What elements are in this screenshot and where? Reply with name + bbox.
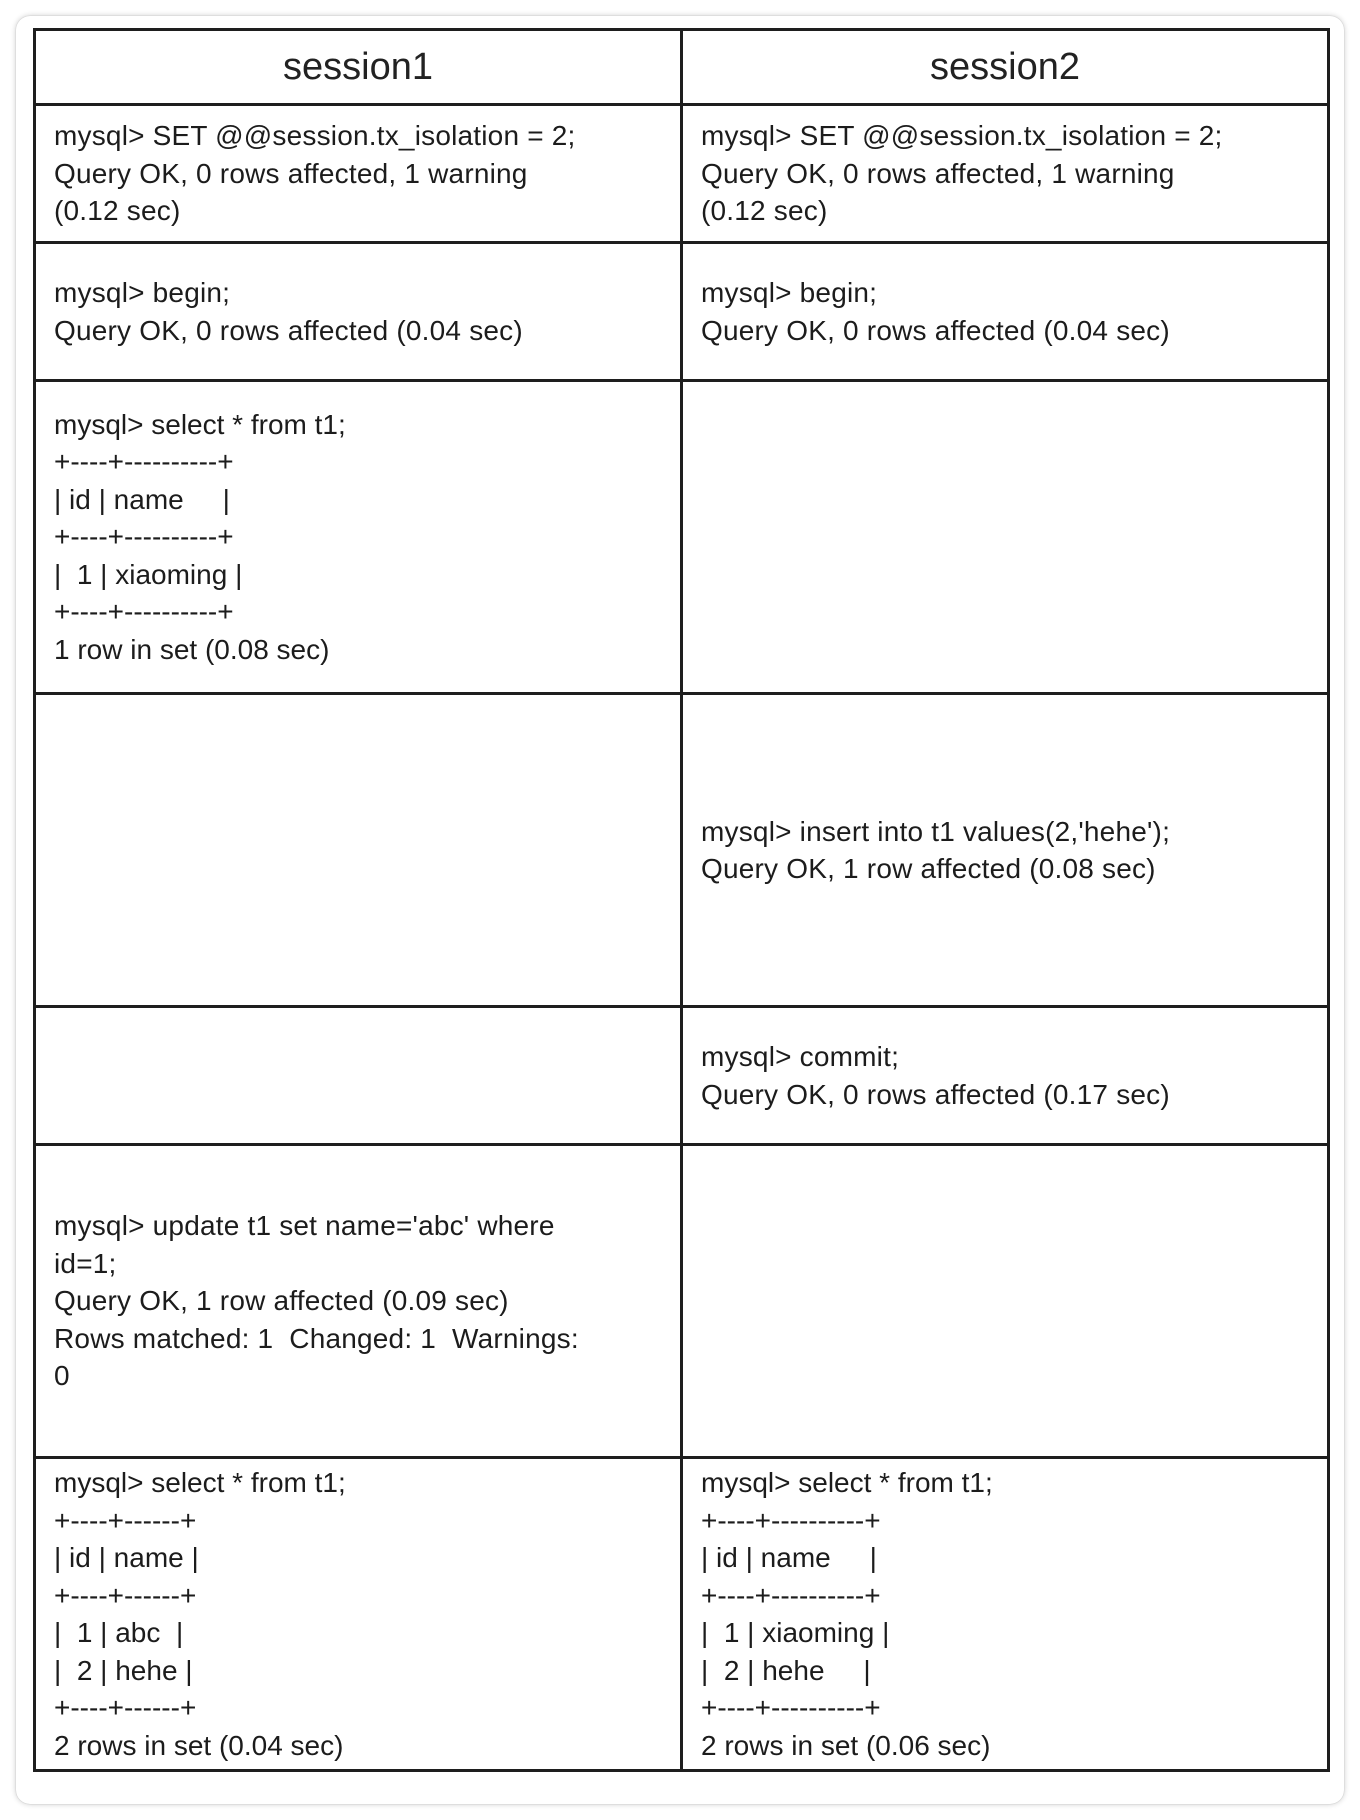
session1-text: mysql> select * from t1; +----+------+ | id | name | +----+------+ | 1 | abc | | 2 | hehe | +----+------+ 2 rows in set (0.04 sec)	[54, 1467, 346, 1761]
session1-text: mysql> begin; Query OK, 0 rows affected (0.04 sec)	[54, 277, 523, 346]
session1-cell	[35, 1458, 682, 1771]
table-row	[35, 1007, 1329, 1145]
header-session1: session1	[35, 30, 682, 105]
session2-cell	[682, 1145, 1329, 1458]
session1-cell	[35, 243, 682, 381]
session2-text: mysql> select * from t1; +----+----------+ | id | name | +----+----------+ | 1 | xiaoming | | 2 | hehe | +----+----------+ 2 rows in set (0.06 sec)	[701, 1467, 993, 1761]
table-row	[35, 1458, 1329, 1771]
session1-text: mysql> update t1 set name='abc' where id=1; Query OK, 1 row affected (0.09 sec) Rows matched: 1 Changed: 1 Warnings: 0	[54, 1210, 579, 1392]
table-row	[35, 1145, 1329, 1458]
table-row	[35, 105, 1329, 243]
session2-cell	[682, 1458, 1329, 1771]
session2-cell	[682, 694, 1329, 1007]
header-row	[35, 30, 1329, 105]
session2-cell	[682, 105, 1329, 243]
session1-cell	[35, 1007, 682, 1145]
session2-text: mysql> commit; Query OK, 0 rows affected (0.17 sec)	[701, 1041, 1170, 1110]
session1-cell	[35, 694, 682, 1007]
session2-text: mysql> SET @@session.tx_isolation = 2; Query OK, 0 rows affected, 1 warning (0.12 sec)	[701, 120, 1223, 227]
session2-text: mysql> insert into t1 values(2,'hehe'); Query OK, 1 row affected (0.08 sec)	[701, 815, 1171, 884]
session2-cell	[682, 243, 1329, 381]
session2-text: mysql> begin; Query OK, 0 rows affected (0.04 sec)	[701, 277, 1170, 346]
session1-text: mysql> select * from t1; +----+----------+ | id | name | +----+----------+ | 1 | xiaoming | +----+----------+ 1 row in set (0.08 sec)	[54, 408, 346, 665]
session1-cell	[35, 1145, 682, 1458]
session1-cell	[35, 105, 682, 243]
session1-text: mysql> SET @@session.tx_isolation = 2; Query OK, 0 rows affected, 1 warning (0.12 sec)	[54, 120, 576, 227]
session2-cell	[682, 1007, 1329, 1145]
session1-cell	[35, 381, 682, 694]
table-row	[35, 243, 1329, 381]
header-session2: session2	[682, 30, 1329, 105]
table-row	[35, 694, 1329, 1007]
transaction-table	[33, 28, 1330, 1772]
session2-cell	[682, 381, 1329, 694]
table-row	[35, 381, 1329, 694]
